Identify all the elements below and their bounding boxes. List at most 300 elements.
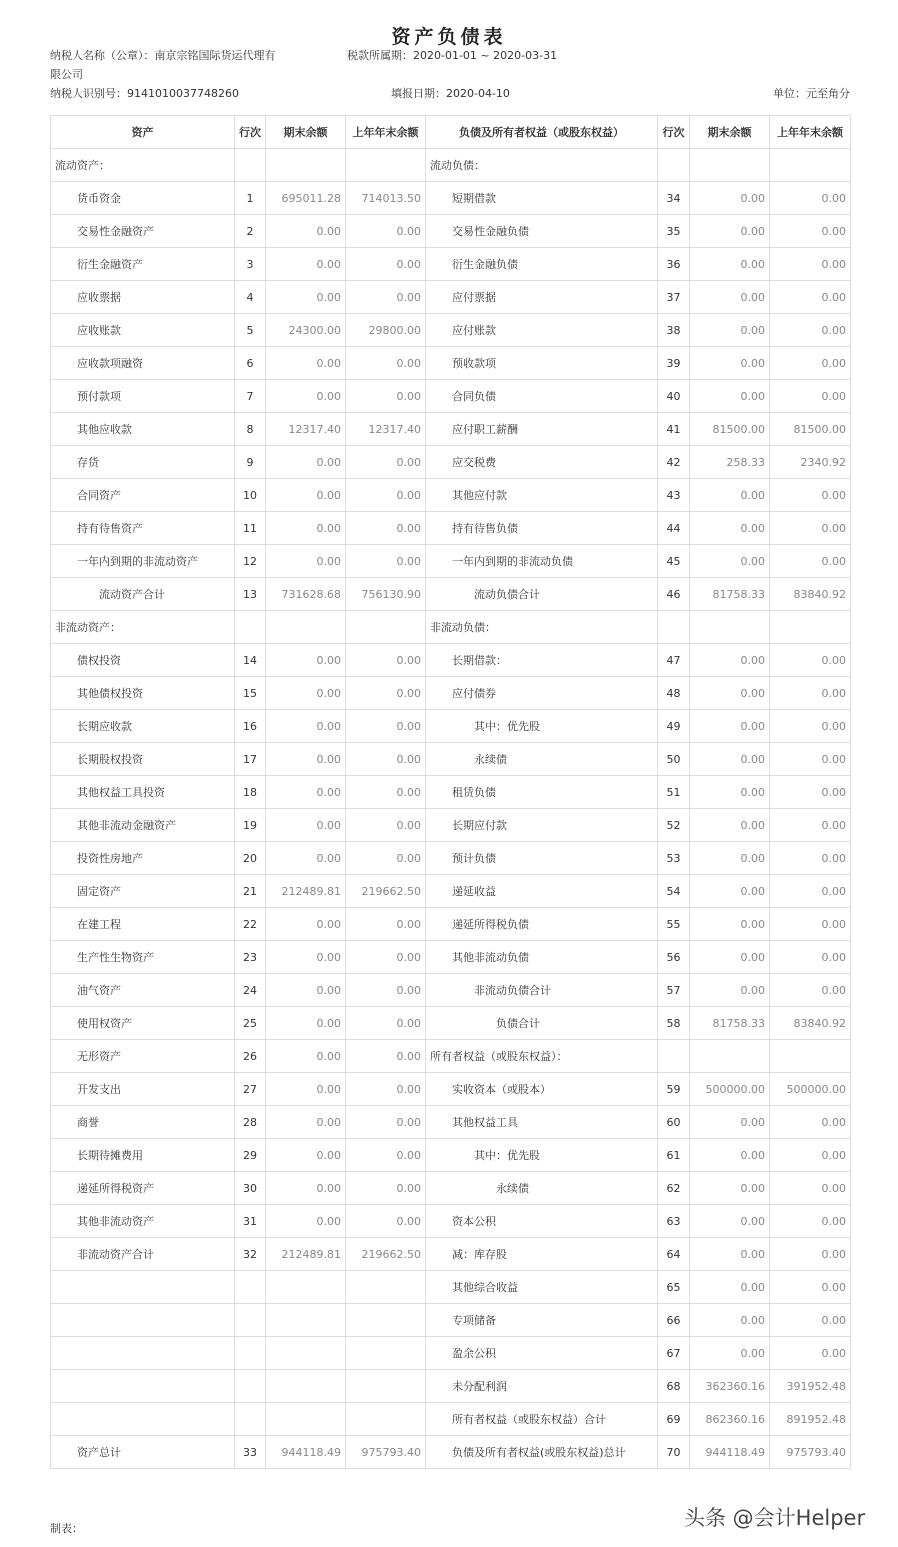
asset-item-name: 长期应收款 [51,710,235,743]
liability-item-name: 持有待售负债 [426,512,658,545]
asset-line-no: 29 [235,1139,266,1172]
fill-date-value: 2020-04-10 [446,87,510,100]
asset-item-name: 其他非流动金融资产 [51,809,235,842]
liability-prior-year-balance: 0.00 [770,842,851,875]
liability-item-name: 长期借款： [426,644,658,677]
asset-item-name: 长期股权投资 [51,743,235,776]
liability-line-no: 39 [658,347,690,380]
liability-ending-balance: 362360.16 [690,1370,770,1403]
asset-line-no: 27 [235,1073,266,1106]
table-row [51,215,851,248]
asset-ending-balance: 12317.40 [266,413,346,446]
table-body [51,149,851,1469]
table-row [51,281,851,314]
liability-ending-balance [690,149,770,182]
liability-ending-balance: 0.00 [690,908,770,941]
liability-ending-balance: 0.00 [690,809,770,842]
column-header-liabilities-equity: 负债及所有者权益（或股东权益） [426,116,658,149]
liability-ending-balance: 0.00 [690,875,770,908]
asset-prior-year-balance: 0.00 [346,545,426,578]
column-header-prior-year-balance: 上年年末余额 [770,116,851,149]
asset-prior-year-balance: 0.00 [346,512,426,545]
asset-ending-balance: 944118.49 [266,1436,346,1469]
column-header-line-no: 行次 [235,116,266,149]
liability-item-name: 永续债 [426,743,658,776]
liability-item-name: 流动负债： [426,149,658,182]
liability-item-name: 专项储备 [426,1304,658,1337]
liability-ending-balance: 0.00 [690,1271,770,1304]
table-row [51,776,851,809]
table-row [51,314,851,347]
liability-prior-year-balance: 0.00 [770,710,851,743]
asset-prior-year-balance: 29800.00 [346,314,426,347]
liability-line-no: 61 [658,1139,690,1172]
liability-prior-year-balance: 0.00 [770,545,851,578]
asset-ending-balance: 0.00 [266,347,346,380]
liability-line-no: 69 [658,1403,690,1436]
asset-line-no: 22 [235,908,266,941]
liability-item-name: 租赁负债 [426,776,658,809]
asset-line-no [235,1403,266,1436]
asset-line-no [235,149,266,182]
liability-prior-year-balance: 0.00 [770,776,851,809]
asset-line-no: 15 [235,677,266,710]
asset-line-no: 11 [235,512,266,545]
asset-item-name: 应收账款 [51,314,235,347]
liability-ending-balance: 0.00 [690,1205,770,1238]
liability-prior-year-balance: 0.00 [770,1271,851,1304]
table-row [51,875,851,908]
asset-item-name: 持有待售资产 [51,512,235,545]
liability-item-name: 未分配利润 [426,1370,658,1403]
asset-line-no: 31 [235,1205,266,1238]
table-row [51,545,851,578]
asset-item-name: 合同资产 [51,479,235,512]
liability-ending-balance: 0.00 [690,776,770,809]
liability-ending-balance: 0.00 [690,974,770,1007]
liability-item-name: 实收资本（或股本） [426,1073,658,1106]
liability-prior-year-balance: 81500.00 [770,413,851,446]
liability-item-name: 负债及所有者权益(或股东权益)总计 [426,1436,658,1469]
asset-prior-year-balance: 0.00 [346,776,426,809]
taxpayer-name-value-1: 南京宗铭国际货运代理有 [154,49,276,62]
liability-prior-year-balance: 0.00 [770,1139,851,1172]
balance-sheet-table [50,115,851,1469]
asset-item-name: 使用权资产 [51,1007,235,1040]
liability-ending-balance: 0.00 [690,1238,770,1271]
asset-ending-balance: 212489.81 [266,875,346,908]
asset-item-name [51,1403,235,1436]
asset-item-name: 应收款项融资 [51,347,235,380]
asset-item-name: 固定资产 [51,875,235,908]
taxpayer-name [50,48,276,64]
asset-item-name: 递延所得税资产 [51,1172,235,1205]
asset-item-name [51,1271,235,1304]
asset-prior-year-balance: 0.00 [346,281,426,314]
liability-line-no: 64 [658,1238,690,1271]
tax-period-label: 税款所属期： [347,49,413,62]
liability-prior-year-balance: 0.00 [770,974,851,1007]
liability-prior-year-balance: 0.00 [770,182,851,215]
asset-item-name: 非流动资产： [51,611,235,644]
asset-line-no: 2 [235,215,266,248]
asset-line-no [235,1337,266,1370]
liability-line-no: 54 [658,875,690,908]
asset-line-no [235,611,266,644]
table-row [51,1073,851,1106]
table-header-row [51,116,851,149]
asset-ending-balance: 0.00 [266,1040,346,1073]
liability-line-no: 38 [658,314,690,347]
asset-item-name: 其他应收款 [51,413,235,446]
preparer-label: 制表： [50,1522,83,1535]
column-header-prior-year-balance: 上年年末余额 [346,116,426,149]
liability-ending-balance: 500000.00 [690,1073,770,1106]
asset-ending-balance: 0.00 [266,941,346,974]
liability-line-no: 63 [658,1205,690,1238]
liability-line-no: 60 [658,1106,690,1139]
liability-ending-balance: 0.00 [690,182,770,215]
asset-prior-year-balance: 714013.50 [346,182,426,215]
asset-line-no: 21 [235,875,266,908]
liability-ending-balance [690,1040,770,1073]
liability-prior-year-balance: 500000.00 [770,1073,851,1106]
liability-item-name: 预计负债 [426,842,658,875]
table-row [51,512,851,545]
asset-prior-year-balance: 219662.50 [346,1238,426,1271]
liability-ending-balance: 0.00 [690,941,770,974]
liability-ending-balance: 258.33 [690,446,770,479]
asset-ending-balance [266,1403,346,1436]
liability-line-no: 65 [658,1271,690,1304]
liability-prior-year-balance [770,149,851,182]
asset-item-name: 流动资产合计 [51,578,235,611]
liability-item-name: 长期应付款 [426,809,658,842]
asset-line-no: 25 [235,1007,266,1040]
table-row [51,1205,851,1238]
asset-item-name: 债权投资 [51,644,235,677]
liability-item-name: 其他权益工具 [426,1106,658,1139]
liability-item-name: 合同负债 [426,380,658,413]
table-row [51,182,851,215]
table-row [51,578,851,611]
asset-line-no: 17 [235,743,266,776]
asset-line-no: 19 [235,809,266,842]
table-row [51,1403,851,1436]
asset-prior-year-balance: 0.00 [346,1007,426,1040]
liability-line-no: 45 [658,545,690,578]
liability-prior-year-balance: 83840.92 [770,1007,851,1040]
liability-line-no: 56 [658,941,690,974]
table-row [51,1238,851,1271]
liability-ending-balance: 0.00 [690,842,770,875]
liability-prior-year-balance: 0.00 [770,1106,851,1139]
liability-item-name: 所有者权益（或股东权益）合计 [426,1403,658,1436]
liability-line-no [658,149,690,182]
asset-prior-year-balance [346,611,426,644]
table-row [51,941,851,974]
asset-prior-year-balance: 0.00 [346,347,426,380]
liability-prior-year-balance: 0.00 [770,248,851,281]
liability-prior-year-balance: 0.00 [770,941,851,974]
table-row [51,1040,851,1073]
liability-item-name: 资本公积 [426,1205,658,1238]
asset-line-no: 18 [235,776,266,809]
liability-item-name: 递延所得税负债 [426,908,658,941]
liability-line-no: 70 [658,1436,690,1469]
asset-item-name: 货币资金 [51,182,235,215]
asset-line-no [235,1304,266,1337]
table-row [51,974,851,1007]
liability-prior-year-balance: 975793.40 [770,1436,851,1469]
asset-ending-balance: 0.00 [266,248,346,281]
liability-line-no: 53 [658,842,690,875]
liability-prior-year-balance: 891952.48 [770,1403,851,1436]
asset-prior-year-balance [346,1403,426,1436]
liability-prior-year-balance: 0.00 [770,314,851,347]
liability-line-no: 43 [658,479,690,512]
fill-date [391,86,510,102]
liability-prior-year-balance: 0.00 [770,644,851,677]
liability-ending-balance: 0.00 [690,1172,770,1205]
asset-prior-year-balance: 756130.90 [346,578,426,611]
asset-item-name: 流动资产： [51,149,235,182]
asset-ending-balance: 0.00 [266,479,346,512]
asset-item-name [51,1370,235,1403]
table-row [51,611,851,644]
liability-ending-balance: 0.00 [690,743,770,776]
asset-item-name: 长期待摊费用 [51,1139,235,1172]
asset-prior-year-balance: 0.00 [346,215,426,248]
table-row [51,644,851,677]
asset-ending-balance: 0.00 [266,710,346,743]
liability-item-name: 应付债券 [426,677,658,710]
liability-line-no: 49 [658,710,690,743]
liability-line-no: 37 [658,281,690,314]
asset-ending-balance: 0.00 [266,1106,346,1139]
asset-ending-balance: 0.00 [266,908,346,941]
asset-line-no: 20 [235,842,266,875]
liability-item-name: 非流动负债合计 [426,974,658,1007]
asset-item-name: 应收票据 [51,281,235,314]
liability-line-no: 57 [658,974,690,1007]
asset-line-no: 5 [235,314,266,347]
liability-item-name: 非流动负债： [426,611,658,644]
liability-item-name: 应付账款 [426,314,658,347]
asset-ending-balance [266,1370,346,1403]
liability-ending-balance: 0.00 [690,215,770,248]
asset-line-no: 26 [235,1040,266,1073]
asset-prior-year-balance: 0.00 [346,974,426,1007]
asset-ending-balance [266,149,346,182]
asset-ending-balance: 0.00 [266,842,346,875]
table-row [51,380,851,413]
liability-prior-year-balance: 0.00 [770,1238,851,1271]
asset-item-name: 存货 [51,446,235,479]
liability-ending-balance: 0.00 [690,1106,770,1139]
liability-item-name: 应付票据 [426,281,658,314]
asset-item-name: 资产总计 [51,1436,235,1469]
asset-ending-balance: 212489.81 [266,1238,346,1271]
liability-line-no: 59 [658,1073,690,1106]
asset-prior-year-balance [346,1370,426,1403]
liability-prior-year-balance: 0.00 [770,677,851,710]
asset-ending-balance [266,1271,346,1304]
asset-ending-balance: 0.00 [266,776,346,809]
asset-line-no: 4 [235,281,266,314]
table-row [51,248,851,281]
liability-prior-year-balance: 0.00 [770,380,851,413]
asset-ending-balance: 0.00 [266,743,346,776]
asset-prior-year-balance: 0.00 [346,1172,426,1205]
asset-ending-balance: 0.00 [266,677,346,710]
report-title: 资产负债表 [391,26,507,48]
asset-ending-balance: 0.00 [266,1139,346,1172]
liability-ending-balance: 0.00 [690,347,770,380]
asset-line-no: 33 [235,1436,266,1469]
asset-prior-year-balance: 0.00 [346,677,426,710]
column-header-line-no: 行次 [658,116,690,149]
taxpayer-name-continued: 限公司 [50,68,83,81]
liability-prior-year-balance: 0.00 [770,908,851,941]
asset-item-name: 其他非流动资产 [51,1205,235,1238]
liability-line-no: 50 [658,743,690,776]
liability-prior-year-balance: 0.00 [770,875,851,908]
liability-ending-balance: 0.00 [690,644,770,677]
liability-item-name: 一年内到期的非流动负债 [426,545,658,578]
asset-item-name: 交易性金融资产 [51,215,235,248]
asset-prior-year-balance: 0.00 [346,248,426,281]
liability-prior-year-balance: 2340.92 [770,446,851,479]
table-row [51,908,851,941]
table-row [51,842,851,875]
asset-line-no: 10 [235,479,266,512]
asset-ending-balance [266,1304,346,1337]
asset-line-no: 9 [235,446,266,479]
tax-period [347,48,557,64]
taxpayer-name-label: 纳税人名称（公章）： [50,49,155,62]
liability-line-no: 68 [658,1370,690,1403]
asset-ending-balance [266,611,346,644]
liability-prior-year-balance: 391952.48 [770,1370,851,1403]
liability-prior-year-balance [770,611,851,644]
table-row [51,710,851,743]
asset-item-name: 其他权益工具投资 [51,776,235,809]
liability-line-no: 67 [658,1337,690,1370]
asset-ending-balance: 695011.28 [266,182,346,215]
liability-line-no: 51 [658,776,690,809]
asset-line-no: 7 [235,380,266,413]
column-header-ending-balance: 期末余额 [266,116,346,149]
liability-item-name: 递延收益 [426,875,658,908]
liability-item-name: 盈余公积 [426,1337,658,1370]
asset-prior-year-balance: 0.00 [346,1139,426,1172]
asset-prior-year-balance: 0.00 [346,1205,426,1238]
fill-date-label: 填报日期： [391,87,446,100]
table-row [51,677,851,710]
table-row [51,809,851,842]
asset-line-no [235,1271,266,1304]
liability-line-no: 55 [658,908,690,941]
liability-item-name: 其他非流动负债 [426,941,658,974]
liability-item-name: 永续债 [426,1172,658,1205]
asset-prior-year-balance: 12317.40 [346,413,426,446]
liability-ending-balance: 0.00 [690,248,770,281]
asset-prior-year-balance: 0.00 [346,446,426,479]
tax-period-value: 2020-01-01 ~ 2020-03-31 [413,49,558,62]
liability-prior-year-balance: 0.00 [770,809,851,842]
asset-item-name [51,1304,235,1337]
asset-ending-balance: 0.00 [266,512,346,545]
asset-item-name: 其他债权投资 [51,677,235,710]
asset-prior-year-balance [346,1271,426,1304]
table-row [51,1106,851,1139]
asset-prior-year-balance: 0.00 [346,743,426,776]
liability-ending-balance: 0.00 [690,380,770,413]
asset-item-name [51,1337,235,1370]
liability-line-no: 44 [658,512,690,545]
liability-prior-year-balance: 0.00 [770,1337,851,1370]
asset-prior-year-balance: 0.00 [346,1073,426,1106]
asset-ending-balance: 0.00 [266,380,346,413]
liability-line-no: 40 [658,380,690,413]
liability-prior-year-balance: 83840.92 [770,578,851,611]
taxpayer-id-value: 9141010037748260 [127,87,239,100]
table-row [51,1436,851,1469]
table-row [51,149,851,182]
asset-item-name: 非流动资产合计 [51,1238,235,1271]
liability-prior-year-balance: 0.00 [770,1304,851,1337]
asset-ending-balance: 0.00 [266,809,346,842]
liability-ending-balance: 0.00 [690,710,770,743]
asset-ending-balance: 0.00 [266,281,346,314]
liability-item-name: 交易性金融负债 [426,215,658,248]
liability-item-name: 其中：优先股 [426,710,658,743]
liability-ending-balance [690,611,770,644]
liability-line-no: 62 [658,1172,690,1205]
asset-item-name: 生产性生物资产 [51,941,235,974]
liability-line-no: 41 [658,413,690,446]
liability-prior-year-balance: 0.00 [770,479,851,512]
asset-item-name: 预付款项 [51,380,235,413]
liability-line-no [658,611,690,644]
liability-item-name: 减：库存股 [426,1238,658,1271]
liability-prior-year-balance: 0.00 [770,281,851,314]
asset-line-no: 12 [235,545,266,578]
asset-item-name: 在建工程 [51,908,235,941]
liability-prior-year-balance: 0.00 [770,512,851,545]
asset-line-no [235,1370,266,1403]
table-row [51,446,851,479]
asset-prior-year-balance: 0.00 [346,1106,426,1139]
asset-line-no: 30 [235,1172,266,1205]
liability-ending-balance: 0.00 [690,1304,770,1337]
table-row [51,1139,851,1172]
liability-prior-year-balance: 0.00 [770,743,851,776]
asset-line-no: 32 [235,1238,266,1271]
liability-ending-balance: 0.00 [690,314,770,347]
table-row [51,413,851,446]
asset-ending-balance: 0.00 [266,1172,346,1205]
asset-prior-year-balance: 0.00 [346,644,426,677]
liability-line-no: 35 [658,215,690,248]
asset-item-name: 商誉 [51,1106,235,1139]
asset-line-no: 24 [235,974,266,1007]
asset-prior-year-balance: 0.00 [346,809,426,842]
liability-item-name: 所有者权益（或股东权益）： [426,1040,658,1073]
liability-ending-balance: 0.00 [690,1337,770,1370]
watermark: 头条 @会计Helper [684,1506,866,1530]
